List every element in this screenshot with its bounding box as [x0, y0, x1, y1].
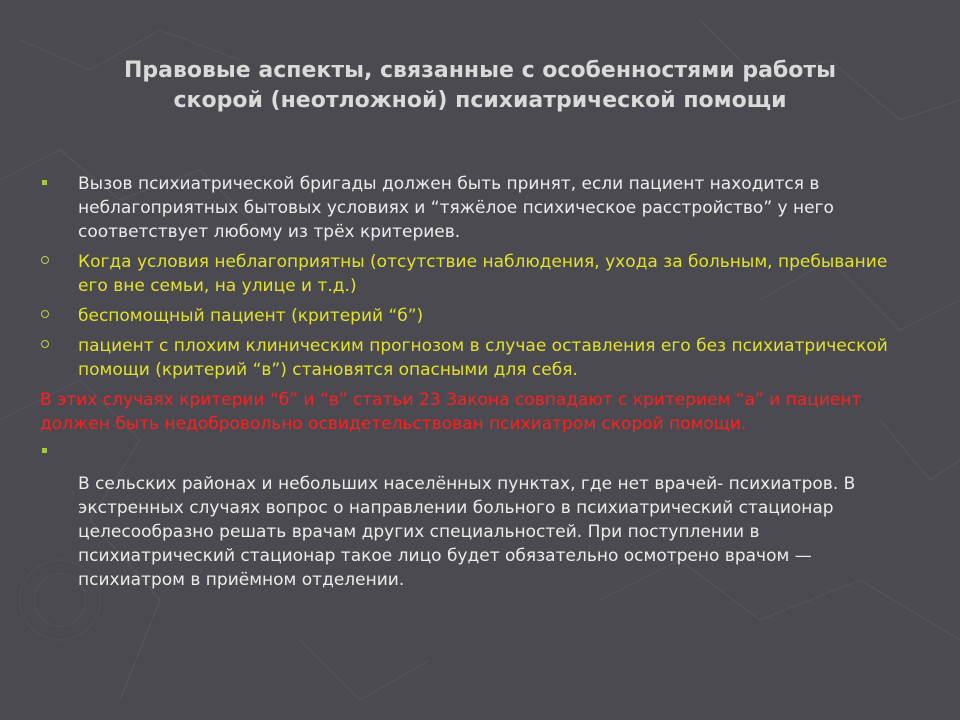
square-bullet-icon: [40, 172, 60, 196]
bullet-item: [40, 172, 920, 244]
ring-bullet-icon: [40, 334, 60, 358]
bullet-text: пациент с плохим клиническим прогнозом в случае оставления его без психиатрической помощи (критерий “в”) становятся опасными для себя.: [78, 336, 888, 380]
empty-bullet-item: [40, 440, 920, 464]
bullet-text: Когда условия неблагоприятны (отсутствие наблюдения, ухода за больным, пребывание его вне семьи, на улице и т.д.): [78, 252, 888, 296]
slide-title: [40, 56, 920, 116]
slide-title-line-2: скорой (неотложной) психиатрической помощи: [173, 88, 787, 113]
ring-bullet-icon: [40, 250, 60, 274]
slide-title-line-1: Правовые аспекты, связанные с особенностями работы: [123, 58, 837, 83]
slide-body: [40, 172, 920, 592]
sub-bullet-item: [40, 250, 920, 298]
ring-bullet-icon: [40, 304, 60, 328]
sub-bullet-item: [40, 334, 920, 382]
red-note: В этих случаях критерии “б” и “в” статьи 23 Закона совпадают с критерием “а” и пациент должен быть недобровольно освидетельствован психиатром скорой помощи.: [40, 390, 862, 434]
sub-bullet-item: [40, 304, 920, 328]
final-paragraph: В сельских районах и небольших населённых пунктах, где нет врачей- психиатров. В экстренных случаях вопрос о направлении больного в психиатрический стационар целесообразно решать врачам других специальностей. При поступлении в психиатрический стационар такое лицо будет обязательно осмотрено врачом — психиатром в приёмном отделении.: [78, 474, 856, 590]
bullet-text: беспомощный пациент (критерий “б”): [78, 306, 424, 326]
bullet-text: Вызов психиатрической бригады должен быть принят, если пациент находится в неблагоприятных бытовых условиях и “тяжёлое психическое расстройство” у него соответствует любому из трёх критериев.: [78, 174, 834, 242]
square-bullet-icon: [40, 440, 60, 464]
